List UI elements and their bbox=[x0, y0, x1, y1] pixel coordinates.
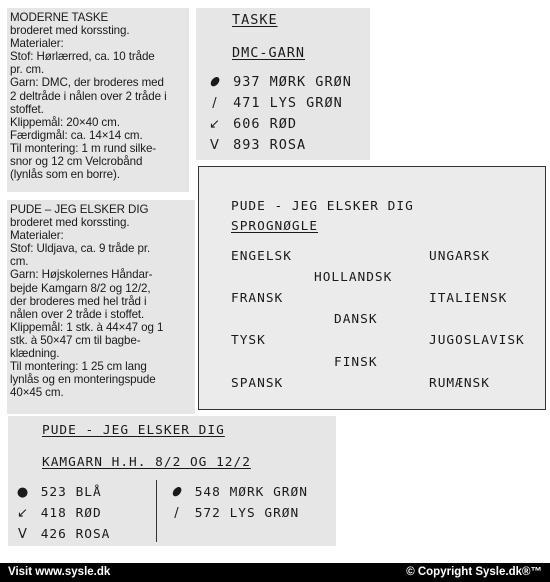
footer-visit-link[interactable]: Visit www.sysle.dk bbox=[8, 566, 111, 578]
color-name: MØRK GRØN bbox=[269, 74, 352, 90]
thin-stroke-icon: / bbox=[212, 96, 218, 111]
color-code: 548 bbox=[194, 485, 221, 500]
key-row bbox=[14, 506, 102, 521]
column-divider bbox=[156, 480, 157, 542]
color-name: BLÅ bbox=[75, 485, 102, 500]
color-name: MØRK GRØN bbox=[229, 485, 308, 500]
key-title: TASKE bbox=[232, 12, 278, 28]
key-row bbox=[168, 485, 308, 500]
key-row bbox=[14, 485, 102, 500]
v-icon: V bbox=[18, 527, 28, 542]
language-label: RUMÆNSK bbox=[429, 376, 490, 391]
thin-stroke-icon: / bbox=[174, 506, 180, 521]
text-line: Stof: Uldjava, ca. 9 tråde pr. bbox=[10, 242, 151, 256]
text-line: (lynlås som en borre). bbox=[10, 168, 120, 182]
key-subtitle: KAMGARN H.H. 8/2 OG 12/2 bbox=[42, 455, 251, 470]
arrow-icon: ↙ bbox=[17, 506, 29, 521]
text-line: Færdigmål: ca. 14×14 cm. bbox=[10, 128, 143, 142]
language-label: SPANSK bbox=[231, 376, 284, 391]
footer-copyright: © Copyright Sysle.dk®™ bbox=[406, 566, 542, 578]
color-name: RØD bbox=[269, 116, 298, 132]
color-code: 572 bbox=[194, 506, 221, 521]
text-line: lynlås og en monteringspude bbox=[10, 373, 156, 387]
taske-color-key bbox=[196, 8, 370, 160]
key-row bbox=[206, 95, 343, 111]
key-row bbox=[206, 116, 297, 132]
dot-icon: ● bbox=[16, 485, 30, 500]
color-name: ROSA bbox=[75, 527, 111, 542]
text-line: Garn: DMC, der broderes med bbox=[10, 76, 164, 90]
color-code: 893 bbox=[233, 137, 261, 153]
text-line: klædning. bbox=[10, 347, 60, 361]
text-line: bejde Kamgarn 8/2 og 12/2, bbox=[10, 281, 151, 295]
pude-color-key bbox=[8, 416, 336, 546]
text-line: 2 deltråde i nålen over 2 tråde i bbox=[10, 89, 167, 103]
text-line: Klippemål: 1 stk. à 44×47 og 1 bbox=[10, 320, 164, 334]
pude-heading: PUDE – JEG ELSKER DIG bbox=[10, 203, 149, 216]
color-name: LYS GRØN bbox=[229, 506, 300, 521]
key-row bbox=[14, 527, 110, 542]
arrow-icon: ↙ bbox=[209, 117, 221, 132]
language-key bbox=[198, 166, 546, 410]
text-line: Materialer: bbox=[10, 229, 64, 243]
text-line: snor og 12 cm Velcrobånd bbox=[10, 155, 143, 169]
language-label: FINSK bbox=[334, 355, 378, 370]
solid-stroke-icon: ⬮ bbox=[168, 483, 186, 502]
text-line: stoffet. bbox=[10, 102, 44, 116]
color-name: LYS GRØN bbox=[269, 95, 343, 111]
text-line: 40×45 cm. bbox=[10, 386, 64, 400]
key-row bbox=[206, 137, 306, 153]
text-line: broderet med korssting. bbox=[10, 216, 130, 230]
solid-stroke-icon: ⬮ bbox=[206, 73, 224, 92]
language-label: HOLLANDSK bbox=[314, 270, 393, 285]
text-line: broderet med korssting. bbox=[10, 24, 130, 38]
taske-description bbox=[7, 8, 189, 192]
color-code: 937 bbox=[233, 74, 261, 90]
v-icon: V bbox=[210, 138, 220, 153]
text-line: stk. à 50×47 cm til bagbe- bbox=[10, 333, 141, 347]
text-line: Materialer: bbox=[10, 37, 64, 51]
key-title: PUDE - JEG ELSKER DIG bbox=[42, 423, 225, 438]
text-line: pr. cm. bbox=[10, 63, 45, 77]
color-code: 418 bbox=[40, 506, 67, 521]
language-label: ENGELSK bbox=[231, 249, 292, 264]
color-name: ROSA bbox=[269, 137, 307, 153]
language-label: DANSK bbox=[334, 312, 378, 327]
text-line: cm. bbox=[10, 255, 29, 269]
color-code: 426 bbox=[40, 527, 67, 542]
text-line: Til montering: 1 m rund silke- bbox=[10, 141, 157, 155]
language-label: TYSK bbox=[231, 333, 266, 348]
language-label: UNGARSK bbox=[429, 249, 490, 264]
language-label: ITALIENSK bbox=[429, 291, 508, 306]
key-row bbox=[206, 74, 352, 90]
text-line: nålen over 2 tråde i stoffet. bbox=[10, 307, 145, 321]
text-line: Til montering: 1 25 cm lang bbox=[10, 360, 147, 374]
color-code: 523 bbox=[40, 485, 67, 500]
taske-heading: MODERNE TASKE bbox=[10, 11, 109, 24]
language-label: FRANSK bbox=[231, 291, 284, 306]
text-line: der broderes med hel tråd i bbox=[10, 294, 147, 308]
language-label: JUGOSLAVISK bbox=[429, 333, 525, 348]
key-row bbox=[168, 506, 299, 521]
color-code: 471 bbox=[233, 95, 261, 111]
key-subtitle: DMC-GARN bbox=[232, 45, 306, 61]
language-key-subtitle: SPROGNØGLE bbox=[231, 219, 319, 234]
footer-bar bbox=[0, 563, 550, 582]
text-line: Garn: Højskolernes Håndar- bbox=[10, 268, 153, 282]
language-key-title: PUDE - JEG ELSKER DIG bbox=[231, 199, 414, 214]
text-line: Klippemål: 20×40 cm. bbox=[10, 115, 120, 129]
color-name: RØD bbox=[75, 506, 102, 521]
text-line: Stof: Hørlærred, ca. 10 tråde bbox=[10, 50, 155, 64]
color-code: 606 bbox=[233, 116, 261, 132]
pude-description bbox=[7, 200, 195, 414]
